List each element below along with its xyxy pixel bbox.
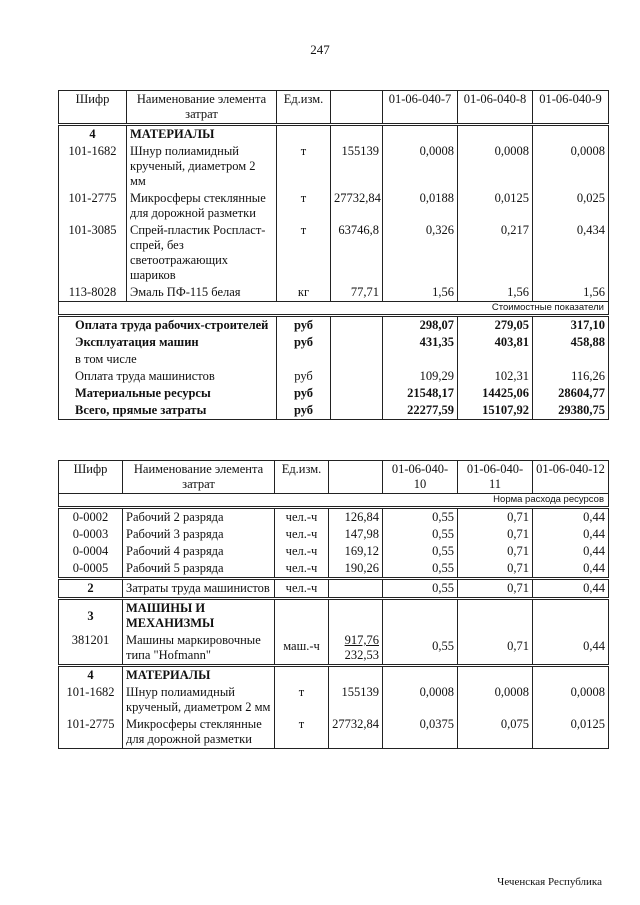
row-value: 0,55 xyxy=(383,526,458,543)
row-value: 0,44 xyxy=(533,526,609,543)
row-unit: т xyxy=(277,143,331,190)
header-unit: Ед.изм. xyxy=(277,91,331,125)
header-name: Наименование элемента затрат xyxy=(127,91,277,125)
machine-price-main: 917,76 xyxy=(344,633,379,647)
row-name: Затраты труда машинистов xyxy=(123,579,275,599)
header-price xyxy=(329,461,383,494)
section-row xyxy=(59,125,609,144)
total-row xyxy=(59,402,609,420)
total-name: Материальные ресурсы xyxy=(59,385,277,402)
row-unit: кг xyxy=(277,284,331,302)
subheader-row xyxy=(59,302,609,316)
header-code: Шифр xyxy=(59,461,123,494)
row-name: Микросферы стеклянные для дорожной разметки xyxy=(127,190,277,222)
section-code: 4 xyxy=(59,666,123,685)
row-price: 126,84 xyxy=(329,508,383,527)
row-value: 0,71 xyxy=(458,579,533,599)
total-row xyxy=(59,385,609,402)
total-value: 317,10 xyxy=(533,316,609,335)
row-value: 0,0125 xyxy=(458,190,533,222)
header-code: Шифр xyxy=(59,91,127,125)
row-value: 0,55 xyxy=(383,560,458,579)
row-value: 0,71 xyxy=(458,560,533,579)
total-value: 14425,06 xyxy=(458,385,533,402)
total-name: Всего, прямые затраты xyxy=(59,402,277,420)
total-value: 403,81 xyxy=(458,334,533,351)
header-price xyxy=(331,91,383,125)
row-unit: чел.-ч xyxy=(275,508,329,527)
row-price: 27732,84 xyxy=(329,716,383,749)
row-value: 0,71 xyxy=(458,543,533,560)
row-name: Рабочий 3 разряда xyxy=(123,526,275,543)
row-code: 101-2775 xyxy=(59,190,127,222)
row-value: 0,44 xyxy=(533,560,609,579)
row-price xyxy=(329,632,383,666)
row-unit: т xyxy=(277,190,331,222)
footer-region: Чеченская Республика xyxy=(497,876,602,888)
row-value: 0,55 xyxy=(383,579,458,599)
row-code: 101-1682 xyxy=(59,143,127,190)
row-price: 77,71 xyxy=(331,284,383,302)
row-code: 381201 xyxy=(59,632,123,666)
total-value: 15107,92 xyxy=(458,402,533,420)
row-value: 0,0008 xyxy=(458,684,533,716)
row-price: 169,12 xyxy=(329,543,383,560)
header-col-7: 01-06-040-7 xyxy=(383,91,458,125)
total-name: Эксплуатация машин xyxy=(59,334,277,351)
row-value: 0,71 xyxy=(458,632,533,666)
total-value: 102,31 xyxy=(458,368,533,385)
table-header-row xyxy=(59,461,609,494)
row-value: 0,0008 xyxy=(533,143,609,190)
section-code: 3 xyxy=(59,599,123,633)
table-row xyxy=(59,526,609,543)
row-value: 0,0188 xyxy=(383,190,458,222)
header-unit: Ед.изм. xyxy=(275,461,329,494)
row-unit: чел.-ч xyxy=(275,543,329,560)
total-unit: руб xyxy=(277,316,331,335)
row-value: 1,56 xyxy=(383,284,458,302)
total-value: 298,07 xyxy=(383,316,458,335)
row-name: Шнур полиамидный крученый, диаметром 2 мм xyxy=(127,143,277,190)
row-value: 0,44 xyxy=(533,543,609,560)
row-price: 27732,84 xyxy=(331,190,383,222)
row-value: 0,025 xyxy=(533,190,609,222)
resource-table-1 xyxy=(58,90,609,420)
row-value: 0,44 xyxy=(533,579,609,599)
row-name: Рабочий 5 разряда xyxy=(123,560,275,579)
header-col-10: 01-06-040-10 xyxy=(383,461,458,494)
total-name: Оплата труда машинистов xyxy=(59,368,277,385)
table-row xyxy=(59,560,609,579)
row-code: 0-0002 xyxy=(59,508,123,527)
row-code: 0-0005 xyxy=(59,560,123,579)
total-row xyxy=(59,368,609,385)
row-value: 0,217 xyxy=(458,222,533,284)
total-value: 116,26 xyxy=(533,368,609,385)
row-code: 101-1682 xyxy=(59,684,123,716)
row-value: 0,0008 xyxy=(383,143,458,190)
table-row xyxy=(59,632,609,666)
subheader-row xyxy=(59,494,609,508)
table-row xyxy=(59,684,609,716)
page-number: 247 xyxy=(310,42,330,57)
row-name: Шнур полиамидный крученый, диаметром 2 мм xyxy=(123,684,275,716)
total-unit: руб xyxy=(277,368,331,385)
table-header-row xyxy=(59,91,609,125)
row-price: 190,26 xyxy=(329,560,383,579)
row-name: Микросферы стеклянные для дорожной разметки xyxy=(123,716,275,749)
row-value: 0,0125 xyxy=(533,716,609,749)
header-col-12: 01-06-040-12 xyxy=(533,461,609,494)
row-code: 101-2775 xyxy=(59,716,123,749)
row-unit: чел.-ч xyxy=(275,526,329,543)
row-price: 147,98 xyxy=(329,526,383,543)
total-unit: руб xyxy=(277,402,331,420)
total-value: 22277,59 xyxy=(383,402,458,420)
total-name: Оплата труда рабочих-строителей xyxy=(59,316,277,335)
table-row xyxy=(59,222,609,284)
row-unit: т xyxy=(277,222,331,284)
row-value: 0,71 xyxy=(458,508,533,527)
row-code: 101-3085 xyxy=(59,222,127,284)
section-row xyxy=(59,666,609,685)
row-unit: маш.-ч xyxy=(275,632,329,666)
row-value: 0,0008 xyxy=(533,684,609,716)
row-code: 113-8028 xyxy=(59,284,127,302)
section-title: МАТЕРИАЛЫ xyxy=(127,125,277,144)
row-name: Рабочий 4 разряда xyxy=(123,543,275,560)
row-value: 0,075 xyxy=(458,716,533,749)
row-code: 2 xyxy=(59,579,123,599)
row-code: 0-0003 xyxy=(59,526,123,543)
row-value: 0,55 xyxy=(383,632,458,666)
row-value: 0,0008 xyxy=(458,143,533,190)
header-col-8: 01-06-040-8 xyxy=(458,91,533,125)
table-row xyxy=(59,716,609,749)
total-value: 279,05 xyxy=(458,316,533,335)
table-row xyxy=(59,190,609,222)
row-value: 0,326 xyxy=(383,222,458,284)
section-title: МАШИНЫ И МЕХАНИЗМЫ xyxy=(123,599,275,633)
table-row xyxy=(59,508,609,527)
machine-price-operator: 232,53 xyxy=(344,648,379,662)
row-value: 0,55 xyxy=(383,508,458,527)
total-unit: руб xyxy=(277,385,331,402)
total-unit: руб xyxy=(277,334,331,351)
row-unit: чел.-ч xyxy=(275,560,329,579)
total-value: 458,88 xyxy=(533,334,609,351)
table-row xyxy=(59,543,609,560)
resource-table-2 xyxy=(58,460,609,749)
total-row xyxy=(59,334,609,351)
row-value: 0,44 xyxy=(533,508,609,527)
row-price: 63746,8 xyxy=(331,222,383,284)
row-value: 0,55 xyxy=(383,543,458,560)
row-value: 0,0008 xyxy=(383,684,458,716)
row-code: 0-0004 xyxy=(59,543,123,560)
total-value: 109,29 xyxy=(383,368,458,385)
row-price: 155139 xyxy=(331,143,383,190)
row-value: 0,434 xyxy=(533,222,609,284)
row-name: Рабочий 2 разряда xyxy=(123,508,275,527)
header-name: Наименование элемента затрат xyxy=(123,461,275,494)
row-value: 0,0375 xyxy=(383,716,458,749)
total-row xyxy=(59,316,609,335)
section-title: МАТЕРИАЛЫ xyxy=(123,666,275,685)
total-row xyxy=(59,351,609,368)
row-value: 1,56 xyxy=(458,284,533,302)
total-value: 21548,17 xyxy=(383,385,458,402)
total-value: 431,35 xyxy=(383,334,458,351)
section-code: 4 xyxy=(59,125,127,144)
row-unit: т xyxy=(275,716,329,749)
table-row xyxy=(59,143,609,190)
norm-label: Норма расхода ресурсов xyxy=(59,494,609,508)
total-value: 29380,75 xyxy=(533,402,609,420)
row-name: Машины маркировочные типа "Hofmann" xyxy=(123,632,275,666)
header-col-11: 01-06-040-11 xyxy=(458,461,533,494)
total-name: в том числе xyxy=(59,351,277,368)
table-row xyxy=(59,284,609,302)
row-value: 0,71 xyxy=(458,526,533,543)
row-name: Эмаль ПФ-115 белая xyxy=(127,284,277,302)
row-unit: т xyxy=(275,684,329,716)
row-value: 1,56 xyxy=(533,284,609,302)
cost-indicators-label: Стоимостные показатели xyxy=(59,302,609,316)
header-col-9: 01-06-040-9 xyxy=(533,91,609,125)
row-value: 0,44 xyxy=(533,632,609,666)
row-price: 155139 xyxy=(329,684,383,716)
row-unit: чел.-ч xyxy=(275,579,329,599)
section-row xyxy=(59,599,609,633)
table-row xyxy=(59,579,609,599)
row-name: Спрей-пластик Роспласт-спрей, без светоотражающих шариков xyxy=(127,222,277,284)
total-value: 28604,77 xyxy=(533,385,609,402)
